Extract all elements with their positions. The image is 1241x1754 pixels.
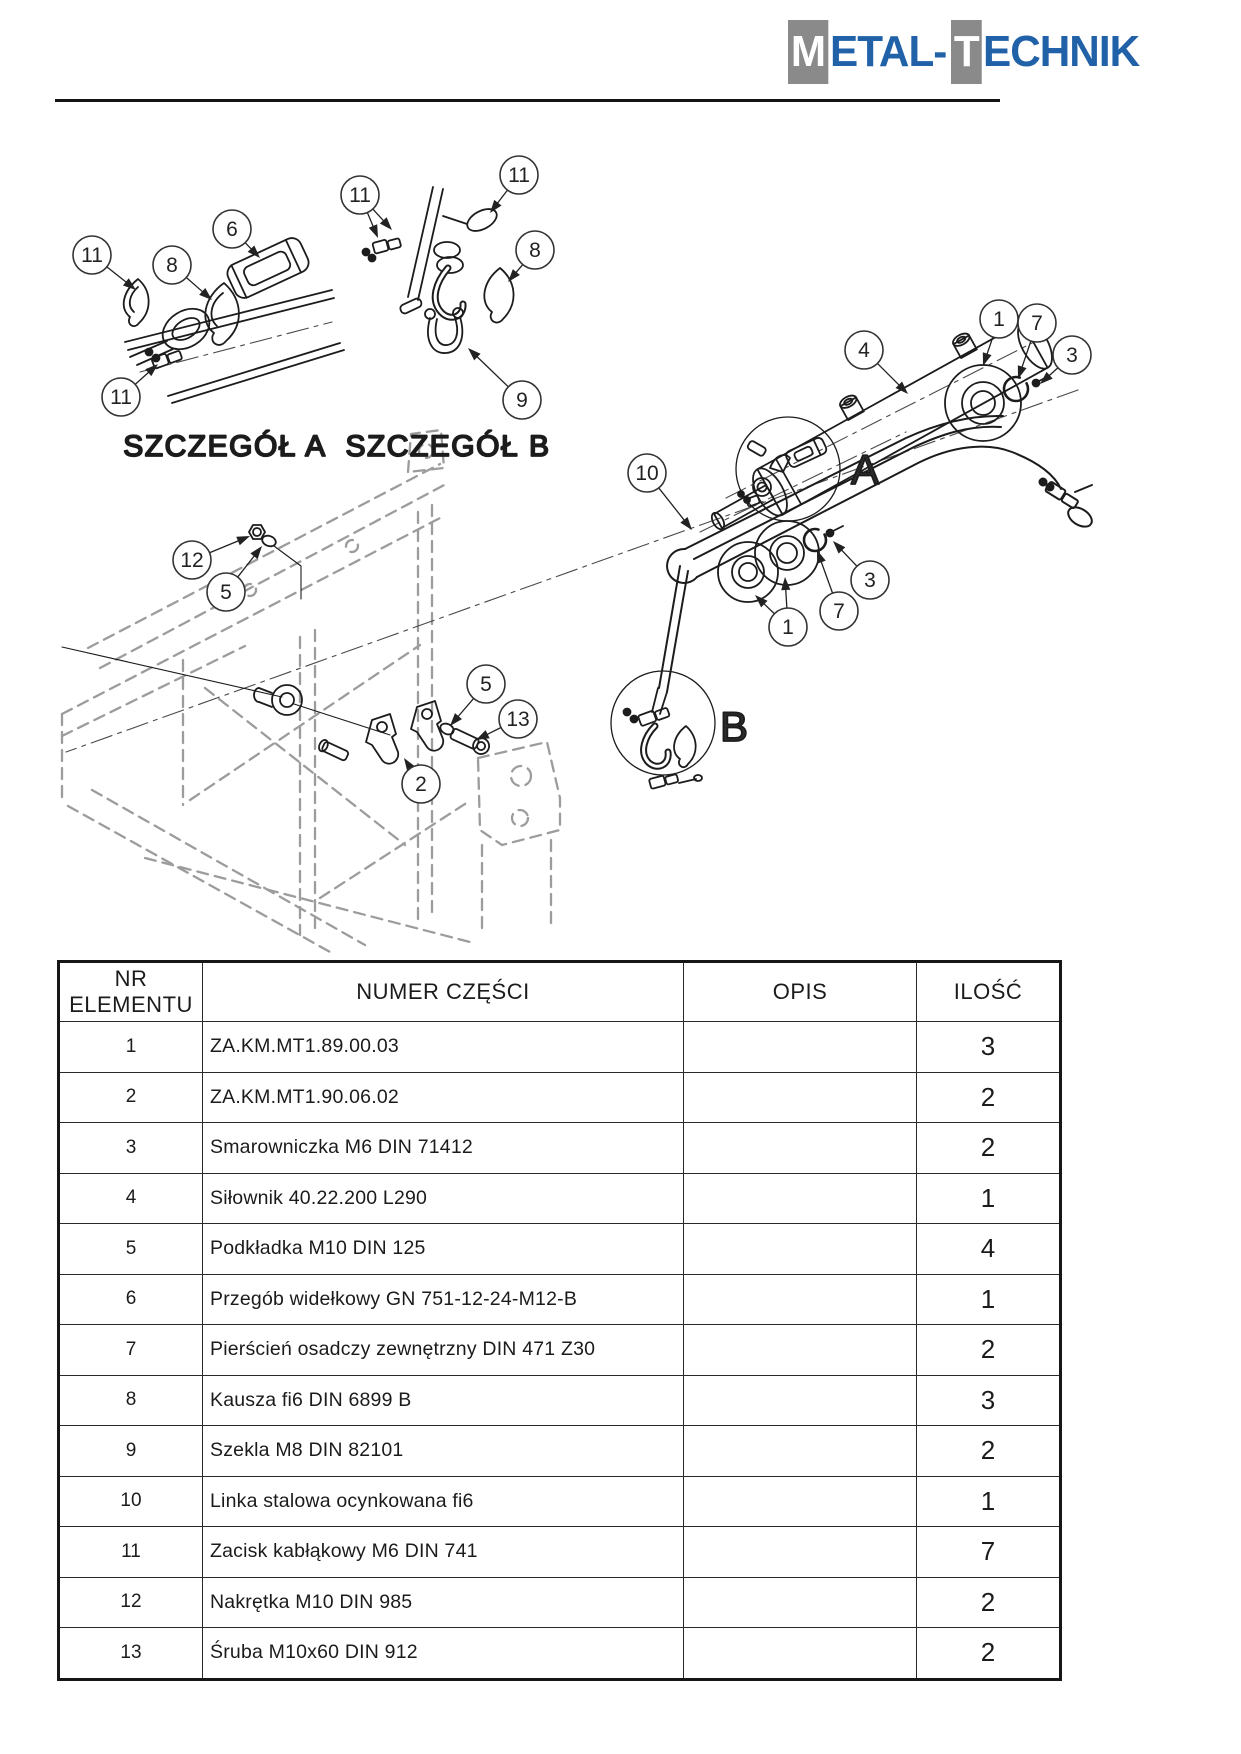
bom-cell-part: Śruba M10x60 DIN 912 [203,1628,684,1680]
bom-cell-qty: 3 [917,1022,1061,1073]
col-header-opis: OPIS [684,962,917,1022]
frame-details [62,525,492,764]
bom-row [59,1072,1061,1123]
cable-eye [155,300,216,357]
balloon-11 [73,236,136,290]
detail-b-caption: SZCZEGÓŁ B [345,430,551,463]
svg-text:11: 11 [508,164,530,187]
logo-segment-m: M [788,20,828,84]
balloon-8 [508,231,554,282]
svg-text:8: 8 [529,239,541,262]
bom-row [59,1426,1061,1477]
bom-row [59,1628,1061,1680]
bom-row [59,1022,1061,1073]
hitch-bracket [478,742,560,845]
bom-row [59,1476,1061,1527]
balloon-6 [213,210,260,258]
cylinder-port-boss [838,393,864,420]
balloon-1 [980,300,1018,366]
bom-cell-opis [684,1072,917,1123]
svg-text:7: 7 [833,600,845,623]
bom-cell-nr: 2 [59,1072,203,1123]
bom-cell-nr: 5 [59,1224,203,1275]
svg-text:1: 1 [993,308,1005,331]
pulleys-mid [718,521,819,602]
bom-cell-opis [684,1577,917,1628]
balloon-11 [102,364,158,416]
balloon-5 [450,665,505,726]
balloon-5 [207,546,262,611]
bom-cell-opis [684,1527,917,1578]
svg-text:5: 5 [480,673,492,696]
svg-text:2: 2 [415,773,427,796]
balloon-3 [833,541,889,599]
bom-cell-part: Szekla M8 DIN 82101 [203,1426,684,1477]
bom-cell-qty: 2 [917,1426,1061,1477]
col-header-nr-elementu: NR ELEMENTU [59,962,203,1022]
bom-row [59,1274,1061,1325]
wire-rope-clip [372,236,401,254]
bom-cell-part: Nakrętka M10 DIN 985 [203,1577,684,1628]
svg-text:8: 8 [166,254,178,277]
bom-cell-nr: 11 [59,1527,203,1578]
balloon-callouts [73,156,1091,803]
logo-segment-etal-: ETAL- [829,27,947,76]
balloon-10 [628,454,692,530]
cable-clamp-bracket [366,714,398,764]
balloon-7 [817,550,858,630]
detail-circle-b [611,671,715,789]
bom-cell-part: Podkładka M10 DIN 125 [203,1224,684,1275]
bom-cell-part: Kausza fi6 DIN 6899 B [203,1375,684,1426]
bom-cell-qty: 1 [917,1274,1061,1325]
bom-row [59,1123,1061,1174]
bom-cell-nr: 3 [59,1123,203,1174]
bom-cell-qty: 4 [917,1224,1061,1275]
bom-cell-qty: 2 [917,1123,1061,1174]
bom-cell-qty: 1 [917,1173,1061,1224]
bom-row [59,1173,1061,1224]
bom-cell-opis [684,1274,917,1325]
bom-cell-nr: 4 [59,1173,203,1224]
bom-cell-opis [684,1476,917,1527]
bom-cell-part: Przegób widełkowy GN 751-12-24-M12-B [203,1274,684,1325]
logo-segment-t: T [951,20,982,84]
svg-text:5: 5 [220,581,232,604]
detail-a-caption: SZCZEGÓŁ A [123,430,327,463]
bom-cell-opis [684,1325,917,1376]
logo-segment-echnik: ECHNIK [982,27,1139,76]
socket-bolt [449,725,492,756]
bom-cell-qty: 3 [917,1375,1061,1426]
bom-cell-part: Pierścień osadczy zewnętrzny DIN 471 Z30 [203,1325,684,1376]
bom-cell-qty: 2 [917,1628,1061,1680]
svg-text:9: 9 [516,389,528,412]
assembly-diagram [0,100,1241,960]
svg-text:3: 3 [864,569,876,592]
bom-cell-part: Siłownik 40.22.200 L290 [203,1173,684,1224]
bom-row [59,1325,1061,1376]
balloon-12 [173,536,250,579]
bom-header-row [59,962,1061,1022]
bom-cell-part: ZA.KM.MT1.89.00.03 [203,1022,684,1073]
bom-cell-part: Linka stalowa ocynkowana fi6 [203,1476,684,1527]
cable-centerlines [66,322,1078,752]
bom-row [59,1577,1061,1628]
svg-text:11: 11 [349,184,371,207]
bom-row [59,1224,1061,1275]
bom-cell-opis [684,1628,917,1680]
bolt [317,739,349,763]
bom-table [57,960,1062,1681]
svg-text:4: 4 [858,339,870,362]
bom-cell-opis [684,1224,917,1275]
bom-cell-part: Smarowniczka M6 DIN 71412 [203,1123,684,1174]
svg-text:11: 11 [110,386,132,409]
bom-cell-part: ZA.KM.MT1.90.06.02 [203,1072,684,1123]
bom-cell-nr: 13 [59,1628,203,1680]
balloon-8 [153,246,212,300]
svg-text:7: 7 [1031,312,1043,335]
bom-cell-nr: 12 [59,1577,203,1628]
detail-a-letter: A [851,446,880,493]
metal-technik-logo [788,20,1146,84]
col-header-numer-czesci: NUMER CZĘŚCI [203,962,684,1022]
balloon-1 [755,577,807,646]
bom-cell-qty: 2 [917,1072,1061,1123]
bom-cell-qty: 2 [917,1325,1061,1376]
svg-text:11: 11 [81,244,103,267]
svg-text:6: 6 [226,218,238,241]
balloon-2 [402,758,440,803]
bom-cell-opis [684,1173,917,1224]
thimble [484,268,513,323]
col-header-ilosc: ILOŚĆ [917,962,1061,1022]
bom-cell-opis [684,1426,917,1477]
bom-cell-part: Zacisk kabłąkowy M6 DIN 741 [203,1527,684,1578]
balloon-4 [845,331,908,394]
balloon-11 [341,176,392,238]
balloon-9 [468,348,541,419]
grease-nipple-mid [827,526,844,537]
bom-cell-nr: 10 [59,1476,203,1527]
detail-circle-a [736,417,840,521]
bom-cell-qty: 2 [917,1577,1061,1628]
balloon-13 [476,700,537,740]
cable-clamp-bracket [411,701,443,751]
bom-cell-opis [684,1123,917,1174]
balloon-7 [1018,304,1056,379]
bom-cell-nr: 8 [59,1375,203,1426]
svg-text:13: 13 [506,708,530,731]
svg-text:10: 10 [635,462,659,485]
bom-cell-opis [684,1022,917,1073]
bom-cell-qty: 1 [917,1476,1061,1527]
bom-cell-nr: 1 [59,1022,203,1073]
bom-cell-qty: 7 [917,1527,1061,1578]
svg-text:3: 3 [1066,344,1078,367]
svg-text:12: 12 [180,549,204,572]
bom-cell-nr: 6 [59,1274,203,1325]
balloon-11 [490,156,538,213]
svg-text:1: 1 [782,616,794,639]
detail-b-letter: B [720,703,749,750]
bom-row [59,1375,1061,1426]
bom-cell-nr: 9 [59,1426,203,1477]
snap-ring-mid [804,529,826,551]
bom-cell-opis [684,1375,917,1426]
bom-cell-nr: 7 [59,1325,203,1376]
bom-row [59,1527,1061,1578]
